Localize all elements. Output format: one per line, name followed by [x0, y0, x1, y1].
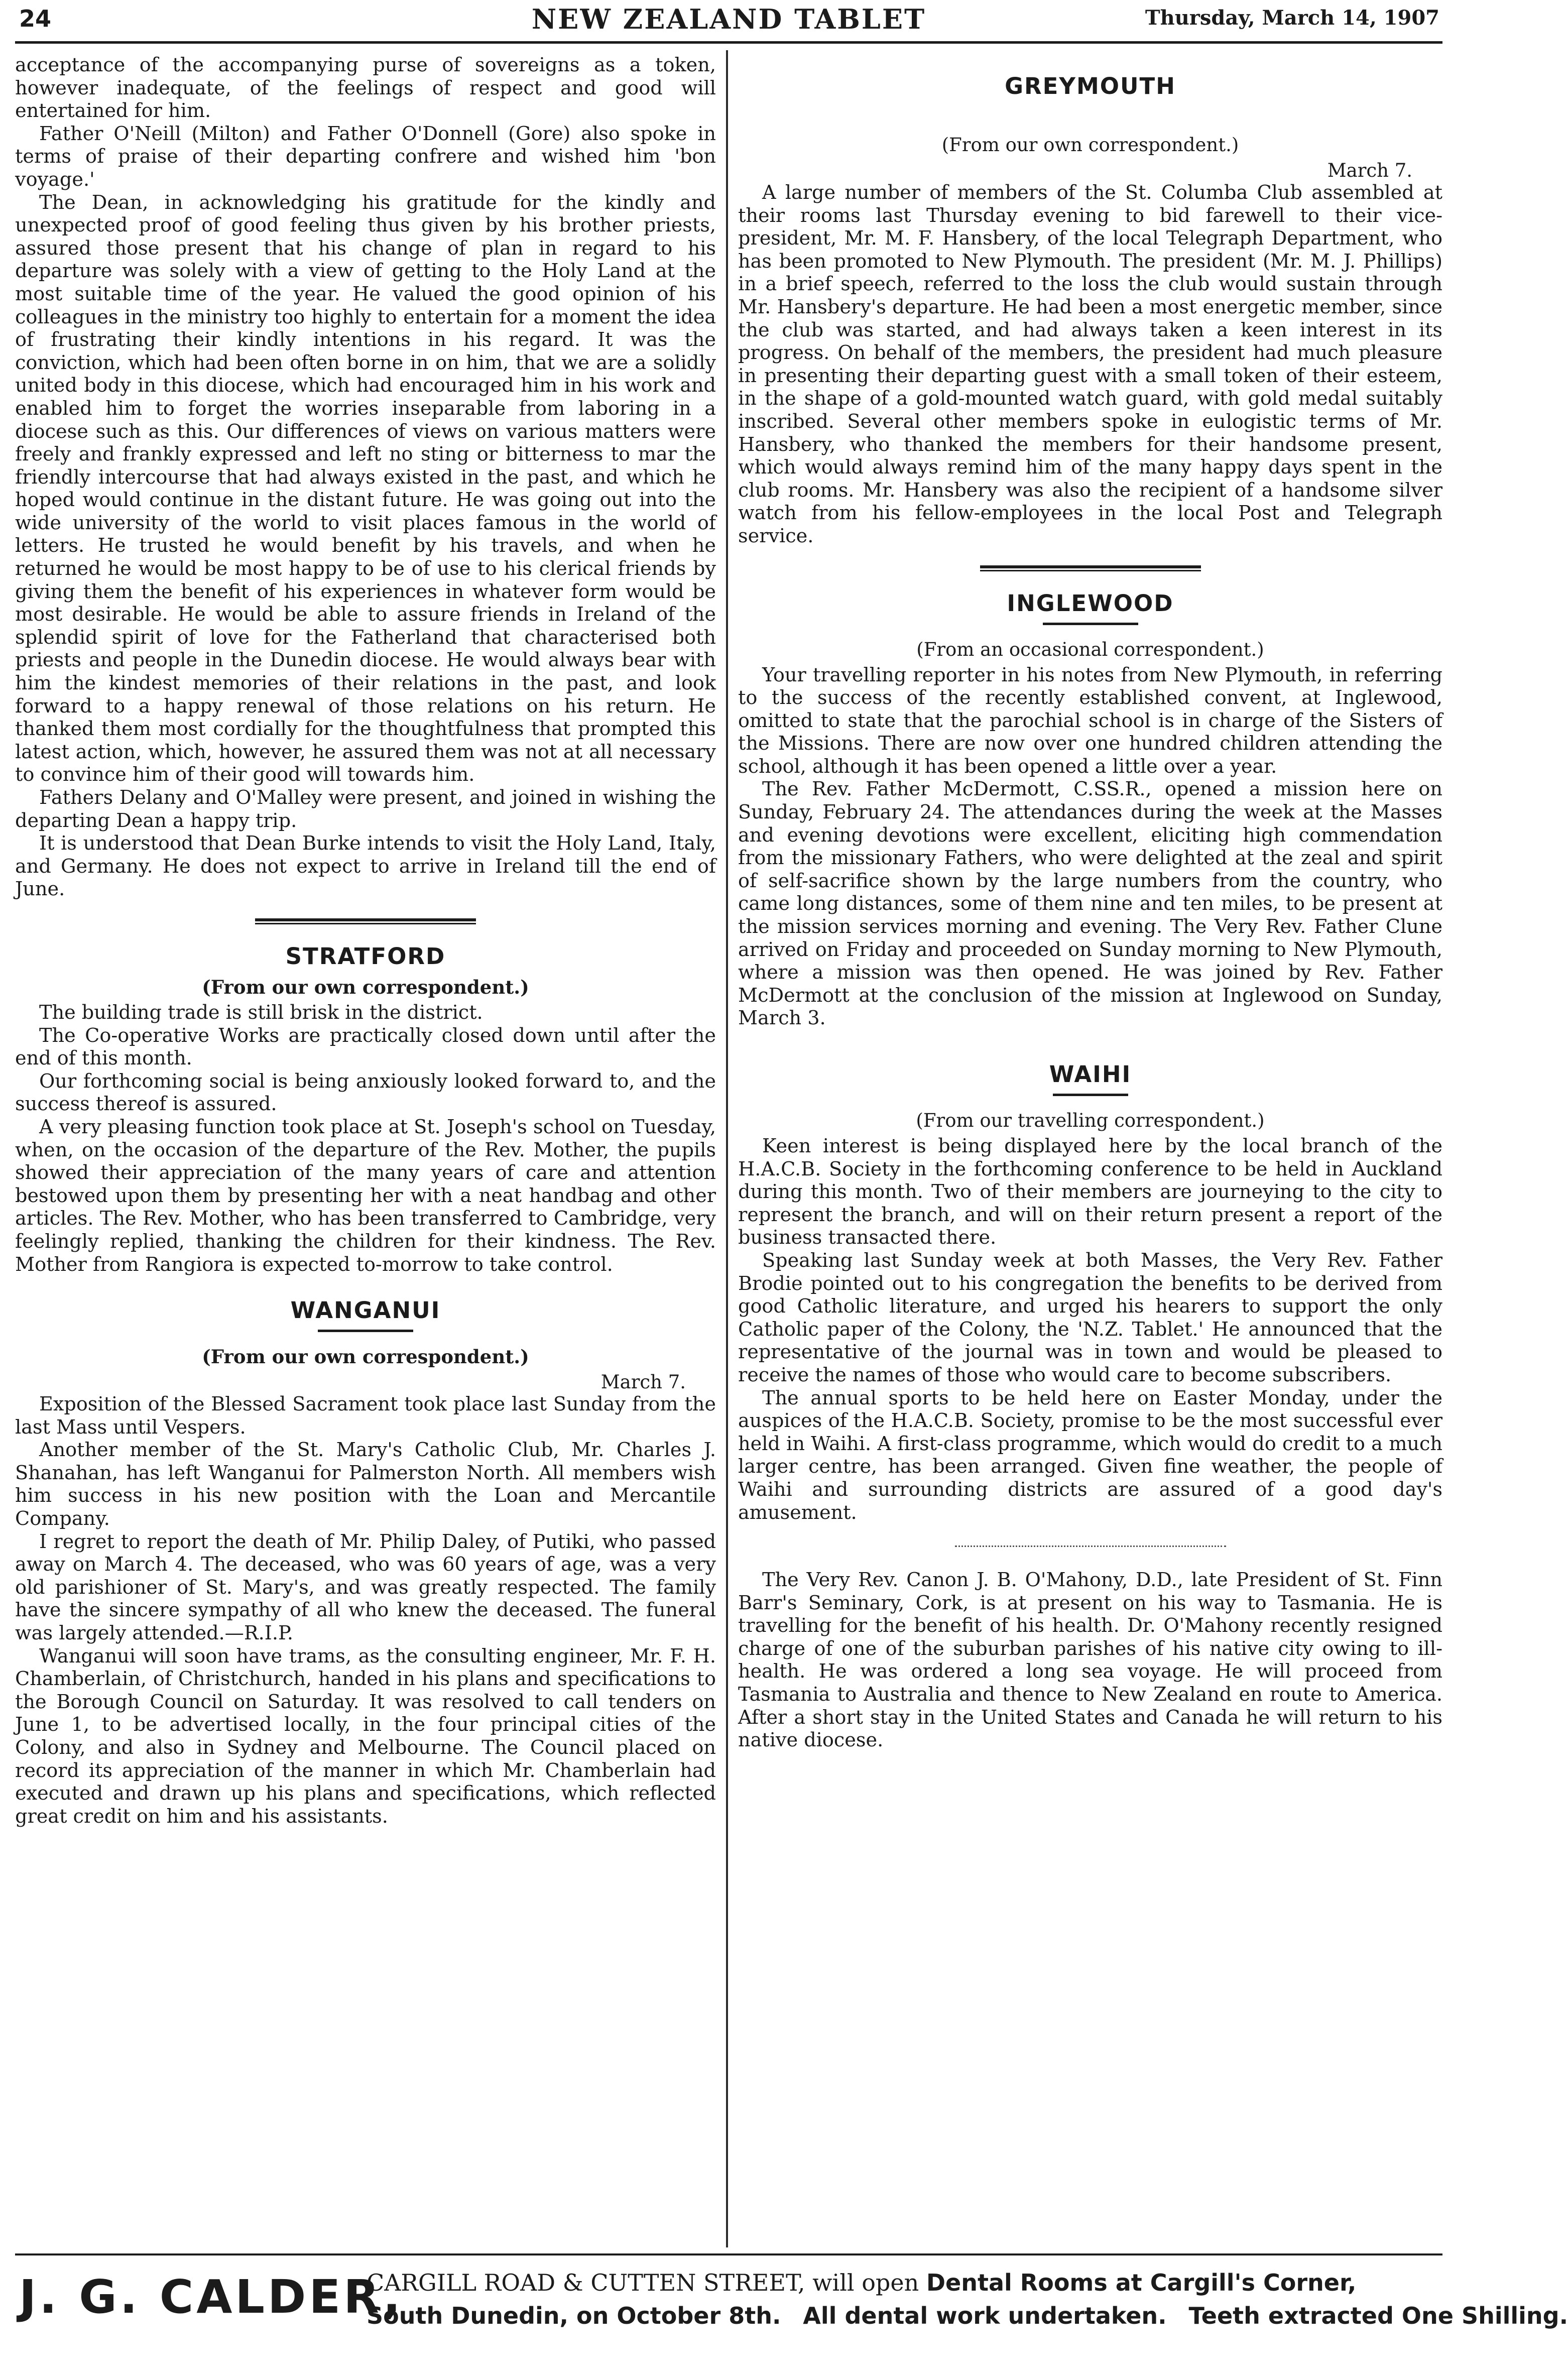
paragraph: It is understood that Dean Burke intends to visit the Holy Land, Italy, and Germany. He does not expect to arrive in Ireland till the end of June.	[15, 833, 716, 901]
dateline: March 7.	[1327, 160, 1412, 181]
paragraph: Father O'Neill (Milton) and Father O'Donnell (Gore) also spoke in terms of praise of their departing confrere and wished him 'bon voyage.'	[15, 123, 716, 191]
greymouth-section	[738, 72, 1442, 548]
section-heading: INGLEWOOD	[1007, 589, 1174, 617]
advert-rule	[15, 2253, 1442, 2255]
newspaper-title: NEW ZEALAND TABLET	[531, 3, 926, 35]
paragraph: The Very Rev. Canon J. B. O'Mahony, D.D., late President of St. Finn Barr's Seminary, Cork, is at present on his way to Tasmania. He is travelling for the benefit of his health. Dr. O'Mahony recently resigned charge of one of the suburban parishes of his native city owing to ill-health. He was ordered a long sea voyage. He will proceed from Tasmania to Australia and thence to New Zealand en route to America. After a short stay in the United States and Canada he will return to his native diocese.	[738, 1569, 1442, 1752]
paragraph: Your travelling reporter in his notes from New Plymouth, in referring to the success of the recently established convent, at Inglewood, omitted to state that the parochial school is in charge of the Sisters of the Missions. There are now over one hundred children attending the school, although it has been opened a little over a year.	[738, 664, 1442, 778]
byline: (From our own correspondent.)	[941, 134, 1239, 156]
heading-rule	[1053, 1094, 1128, 1096]
heading-rule	[1043, 623, 1138, 625]
paragraph: The Dean, in acknowledging his gratitude for the kindly and unexpected proof of good feeling thus given by his brother priests, assured those present that his change of plan in regard to his departure was solely with a view of getting to the Holy Land at the most suitable time of the year. He valued the good opinion of his colleagues in the ministry too highly to entertain for a moment the idea of frustrating their kindly intentions in his regard. It was the conviction, which had been often borne in on him, that we are a solidly united body in this diocese, which had encouraged him in his work and enabled him to forget the worries inseparable from laboring in a diocese such as this. Our differences of views on various matters were freely and frankly expressed and left no sting or bitterness to mar the friendly intercourse that had always existed in the past, and which he hoped would continue in the distant future. He was going out into the wide university of the world to visit places famous in the world of letters. He trusted he would benefit by his travels, and when he returned he would be most happy to be of use to his clerical friends by giving them the benefit of his experiences in whatever form would be most desirable. He would be able to assure friends in Ireland of the splendid spirit of love for the Fatherland that characterised both priests and people in the Dunedin diocese. He would always bear with him the kindest memories of their relations in the past, and look forward to a happy renewal of those relations on his return. He thanked them most cordially for the thoughtfulness that prompted this latest action, which, however, he assured them was not at all necessary to convince him of their good will towards him.	[15, 191, 716, 786]
masthead	[15, 3, 1442, 38]
masthead-rule	[15, 41, 1442, 44]
byline: (From our own correspondent.)	[202, 1346, 529, 1368]
advert-rooms: Dental Rooms at Cargill's Corner,	[926, 2269, 1357, 2296]
advert-line-2	[367, 2302, 1568, 2330]
wanganui-section	[15, 1296, 716, 1828]
stratford-section	[15, 942, 716, 1276]
advertiser-name: J. G. CALDER,	[19, 2270, 404, 2324]
paragraph: The Co-operative Works are practically closed down until after the end of this month.	[15, 1024, 716, 1070]
inglewood-section	[738, 589, 1442, 1031]
paragraph: Wanganui will soon have trams, as the consulting engineer, Mr. F. H. Chamberlain, of Christchurch, handed in his plans and specifications to the Borough Council on Saturday. It was resolved to call tenders on June 1, to be advertised locally, in the four principal cities of the Colony, and also in Sydney and Melbourne. The Council placed on record its appreciation of the manner in which Mr. Chamberlain had executed and drawn up his plans and specifications, which reflected great credit on him and his assistants.	[15, 1645, 716, 1828]
paragraph: A very pleasing function took place at St. Joseph's school on Tuesday, when, on the occasion of the departure of the Rev. Mother, the pupils showed their appreciation of the many years of care and attention bestowed upon them by presenting her with a neat handbag and other articles. The Rev. Mother, who has been transferred to Cambridge, very feelingly replied, thanking the children for their kindness. The Rev. Mother from Rangiora is expected to-morrow to take control.	[15, 1116, 716, 1276]
left-column	[15, 54, 716, 2243]
advert-line-1	[367, 2269, 1356, 2297]
paragraph: The Rev. Father McDermott, C.SS.R., opened a mission here on Sunday, February 24. The attendances during the week at the Masses and evening devotions were excellent, eliciting high commendation from the missionary Fathers, who were delighted at the zeal and spirit of self-sacrifice shown by the large numbers from the country, who came long distances, some of them nine and ten miles, to be present at the mission services morning and evening. The Very Rev. Father Clune arrived on Friday and proceeded on Sunday morning to New Plymouth, where a mission was then opened. He was joined by Rev. Father McDermott at the conclusion of the mission at Inglewood on Sunday, March 3.	[738, 778, 1442, 1030]
section-heading: WAIHI	[1049, 1061, 1132, 1088]
section-heading: STRATFORD	[285, 942, 446, 970]
omahony-section	[738, 1569, 1442, 1752]
dotted-rule	[955, 1545, 1226, 1547]
page-number: 24	[19, 5, 52, 32]
paragraph: A large number of members of the St. Columba Club assembled at their rooms last Thursday evening to bid farewell to their vice-president, Mr. M. F. Hansbery, of the local Telegraph Department, who has been promoted to New Plymouth. The president (Mr. M. J. Phillips) in a brief speech, referred to the loss the club would sustain through Mr. Hansbery's departure. He had been a most energetic member, since the club was started, and had always taken a keen interest in its progress. On behalf of the members, the president had much pleasure in presenting their departing guest with a small token of their esteem, in the shape of a gold-mounted watch guard, with gold medal suitably inscribed. Several other members spoke in eulogistic terms of Mr. Hansbery, who thanked the members for their handsome present, which would always remind him of the many happy days spent in the club rooms. Mr. Hansbery was also the recipient of a handsome silver watch from his fellow-employees in the local Post and Telegraph service.	[738, 182, 1442, 547]
advert-services: All dental work undertaken.	[803, 2302, 1167, 2329]
section-heading: WANGANUI	[290, 1297, 441, 1324]
paragraph: Exposition of the Blessed Sacrament took place last Sunday from the last Mass until Vespers.	[15, 1393, 716, 1439]
byline: (From our own correspondent.)	[202, 976, 529, 998]
byline: (From an occasional correspondent.)	[916, 638, 1264, 660]
paragraph: Another member of the St. Mary's Catholic Club, Mr. Charles J. Shanahan, has left Wanganui for Palmerston North. All members wish him success in his new position with the Loan and Mercantile Company.	[15, 1439, 716, 1530]
paragraph: Our forthcoming social is being anxiously looked forward to, and the success thereof is assured.	[15, 1070, 716, 1116]
dateline: March 7.	[600, 1371, 686, 1393]
column-divider	[726, 50, 728, 2247]
advertisement	[15, 2261, 1568, 2371]
heading-rule	[318, 1330, 413, 1332]
section-heading: GREYMOUTH	[1005, 73, 1176, 99]
spacer	[738, 1030, 1442, 1060]
paragraph: The annual sports to be held here on Easter Monday, under the auspices of the H.A.C.B. Society, promise to be the most successful ever held in Waihi. A first-class programme, which would do credit to a much larger centre, has been arranged. Given fine weather, the people of Waihi and surrounding districts are assured of a good day's amusement.	[738, 1387, 1442, 1524]
advert-price: Teeth extracted One Shilling.	[1188, 2302, 1568, 2329]
right-column	[738, 54, 1442, 2243]
spacer	[15, 1276, 716, 1296]
advert-address: CARGILL ROAD & CUTTEN STREET, will open	[367, 2269, 919, 2296]
paragraph: Speaking last Sunday week at both Masses, the Very Rev. Father Brodie pointed out to his congregation the benefits to be derived from good Catholic literature, and urged his hearers to support the only Catholic paper of the Colony, the 'N.Z. Tablet.' He announced that the representative of the journal was in town and would be pleased to receive the names of those who would care to become subscribers.	[738, 1249, 1442, 1386]
advert-date: South Dunedin, on October 8th.	[367, 2302, 781, 2329]
paragraph: Keen interest is being displayed here by the local branch of the H.A.C.B. Society in the forthcoming conference to be held in Auckland during this month. Two of their members are journeying to the city to represent the branch, and will on their return present a report of the business transacted there.	[738, 1135, 1442, 1249]
paragraph: The building trade is still brisk in the district.	[39, 1001, 483, 1024]
farewell-continuation	[15, 54, 716, 901]
section-rule	[980, 565, 1201, 572]
paragraph: Fathers Delany and O'Malley were present, and joined in wishing the departing Dean a happy trip.	[15, 787, 716, 832]
section-rule	[255, 918, 476, 925]
waihi-section	[738, 1060, 1442, 1524]
paragraph: acceptance of the accompanying purse of sovereigns as a token, however inadequate, of the feelings of respect and good will entertained for him.	[15, 54, 716, 123]
byline: (From our travelling correspondent.)	[916, 1110, 1265, 1131]
issue-date: Thursday, March 14, 1907	[1145, 6, 1439, 30]
paragraph: I regret to report the death of Mr. Philip Daley, of Putiki, who passed away on March 4. The deceased, who was 60 years of age, was a very old parishioner of St. Mary's, and was greatly respected. The family have the sincere sympathy of all who knew the deceased. The funeral was largely attended.—R.I.P.	[15, 1530, 716, 1645]
